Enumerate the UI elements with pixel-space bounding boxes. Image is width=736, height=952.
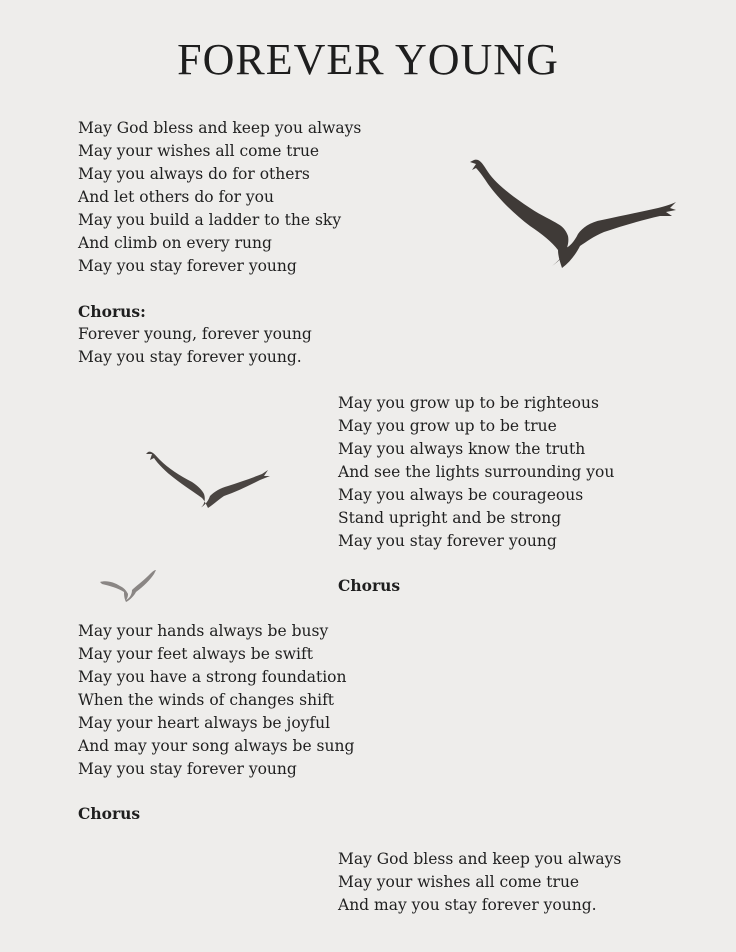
bird-large-icon bbox=[470, 150, 680, 270]
lyric-line: Stand upright and be strong bbox=[338, 509, 562, 527]
lyric-line: May you always know the truth bbox=[338, 440, 586, 458]
bird-small-icon bbox=[100, 568, 158, 602]
lyric-line: May God bless and keep you always bbox=[338, 850, 622, 868]
lyric-line: May your feet always be swift bbox=[78, 645, 313, 663]
verse-2 bbox=[338, 392, 614, 553]
lyric-line: And may your song always be sung bbox=[78, 737, 355, 755]
lyric-line: May you build a ladder to the sky bbox=[78, 211, 342, 229]
lyric-line: May you stay forever young. bbox=[78, 348, 302, 366]
lyric-line: May you always do for others bbox=[78, 165, 310, 183]
lyric-line: May your wishes all come true bbox=[78, 142, 320, 160]
lyric-line: And may you stay forever young. bbox=[338, 896, 597, 914]
chorus-1 bbox=[78, 323, 312, 369]
chorus-heading: Chorus bbox=[78, 804, 141, 823]
lyric-line: May your hands always be busy bbox=[78, 622, 329, 640]
lyric-line: May your heart always be joyful bbox=[78, 714, 331, 732]
lyric-line: May God bless and keep you always bbox=[78, 119, 362, 137]
verse-1 bbox=[78, 117, 361, 278]
lyric-line: When the winds of changes shift bbox=[78, 691, 335, 709]
bird-medium-icon bbox=[146, 446, 270, 510]
lyric-line: Forever young, forever young bbox=[78, 325, 312, 343]
lyric-line: And see the lights surrounding you bbox=[338, 463, 615, 481]
lyric-line: And climb on every rung bbox=[78, 234, 272, 252]
lyric-line: May you always be courageous bbox=[338, 486, 584, 504]
lyric-line: May you stay forever young bbox=[78, 257, 297, 275]
lyric-line: May you have a strong foundation bbox=[78, 668, 347, 686]
lyric-line: May your wishes all come true bbox=[338, 873, 580, 891]
chorus-heading: Chorus: bbox=[78, 302, 146, 321]
lyric-line: May you stay forever young bbox=[78, 760, 297, 778]
lyric-line: And let others do for you bbox=[78, 188, 274, 206]
verse-3 bbox=[78, 620, 354, 781]
page-title: FOREVER YOUNG bbox=[177, 35, 559, 84]
chorus-heading: Chorus bbox=[338, 576, 401, 595]
lyric-line: May you stay forever young bbox=[338, 532, 557, 550]
outro-verse bbox=[338, 848, 621, 917]
lyric-line: May you grow up to be true bbox=[338, 417, 557, 435]
lyric-line: May you grow up to be righteous bbox=[338, 394, 599, 412]
